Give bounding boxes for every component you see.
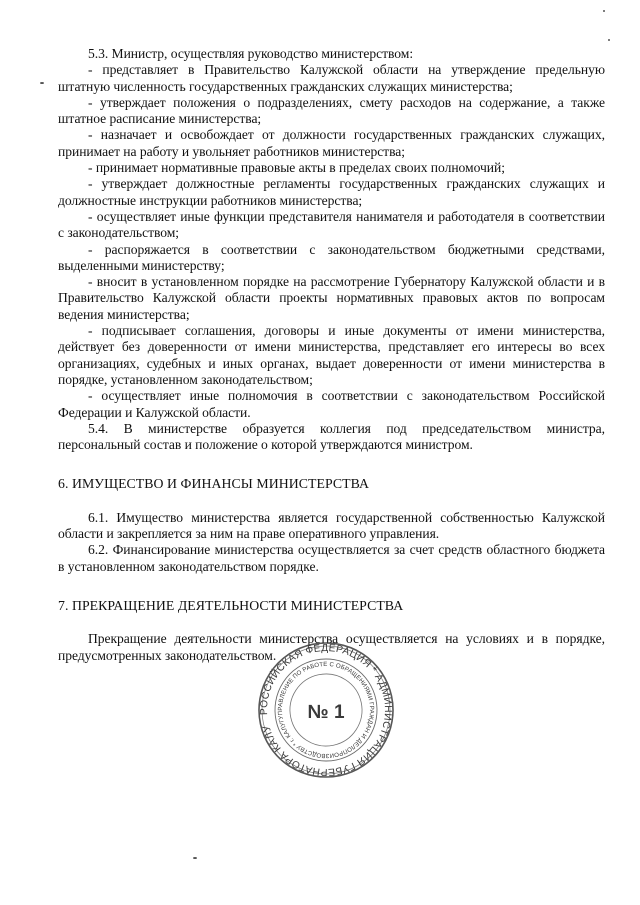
seal-number: № 1 xyxy=(307,702,345,723)
list-item: - утверждает должностные регламенты государственных гражданских служащих и должностные инструкции работников министерства; xyxy=(58,176,605,208)
seal-inner-text: УПРАВЛЕНИЕ ПО РАБОТЕ С ОБРАЩЕНИЯМИ ГРАЖДАН И ДЕЛОПРОИЗВОДСТВУ * г. КАЛУГА xyxy=(276,660,376,760)
list-item: - осуществляет иные полномочия в соответствии с законодательством Российской Федерации и Калужской области. xyxy=(58,388,605,420)
list-item: - утверждает положения о подразделениях, смету расходов на содержание, а также штатное расписание министерства; xyxy=(58,94,605,127)
paragraph-6-2: 6.2. Финансирование министерства осуществляется за счет средств областного бюджета в установленном законодательством порядке. xyxy=(58,542,605,574)
list-item: - распоряжается в соответствии с законодательством бюджетными средствами, выделенными министерству; xyxy=(58,241,605,273)
list-item: - назначает и освобождает от должности государственных гражданских служащих, принимает на работу и увольняет работников министерства; xyxy=(58,127,605,159)
scan-speck xyxy=(608,39,610,41)
list-item: - принимает нормативные правовые акты в пределах своих полномочий; xyxy=(88,160,505,176)
scan-speck xyxy=(40,82,44,84)
section-6-heading: 6. ИМУЩЕСТВО И ФИНАНСЫ МИНИСТЕРСТВА xyxy=(58,476,369,492)
seal-graphic xyxy=(256,640,396,780)
paragraph-7: Прекращение деятельности министерства осуществляется на условиях и в порядке, предусмотренных законодательством. xyxy=(58,631,605,663)
scan-speck xyxy=(603,10,605,12)
list-item: - подписывает соглашения, договоры и иные документы от имени министерства, действует без доверенности от имени министерства, представляет его интересы во всех организациях, судебных и иных органах, выдает доверенности от имени министерства в порядке, установленном законодательством; xyxy=(58,323,605,387)
list-item: - осуществляет иные функции представителя нанимателя и работодателя в соответствии с законодательством; xyxy=(58,208,605,241)
list-item: - представляет в Правительство Калужской области на утверждение предельную штатную численность государственных гражданских служащих министерства; xyxy=(58,62,605,94)
list-item: - вносит в установленном порядке на рассмотрение Губернатору Калужской области и в Правительство Калужской области проекты нормативных правовых актов по вопросам ведения министерства; xyxy=(58,274,605,322)
official-seal xyxy=(256,640,396,780)
document-body xyxy=(58,46,605,664)
paragraph-5-3: 5.3. Министр, осуществляя руководство министерством: xyxy=(88,46,414,61)
paragraph-6-1: 6.1. Имущество министерства является государственной собственностью Калужской области и закрепляется за ним на праве оперативного управления. xyxy=(58,509,605,542)
section-7-heading: 7. ПРЕКРАЩЕНИЕ ДЕЯТЕЛЬНОСТИ МИНИСТЕРСТВА xyxy=(58,597,404,613)
seal-outer-text: РОССИЙСКАЯ ФЕДЕРАЦИЯ * АДМИНИСТРАЦИЯ ГУБЕРНАТОРА КАЛУЖСКОЙ xyxy=(258,642,394,778)
paragraph-5-4: 5.4. В министерстве образуется коллегия под председательством министра, персональный состав и положение о которой утверждаются министром. xyxy=(58,420,605,453)
scan-speck xyxy=(193,857,197,859)
